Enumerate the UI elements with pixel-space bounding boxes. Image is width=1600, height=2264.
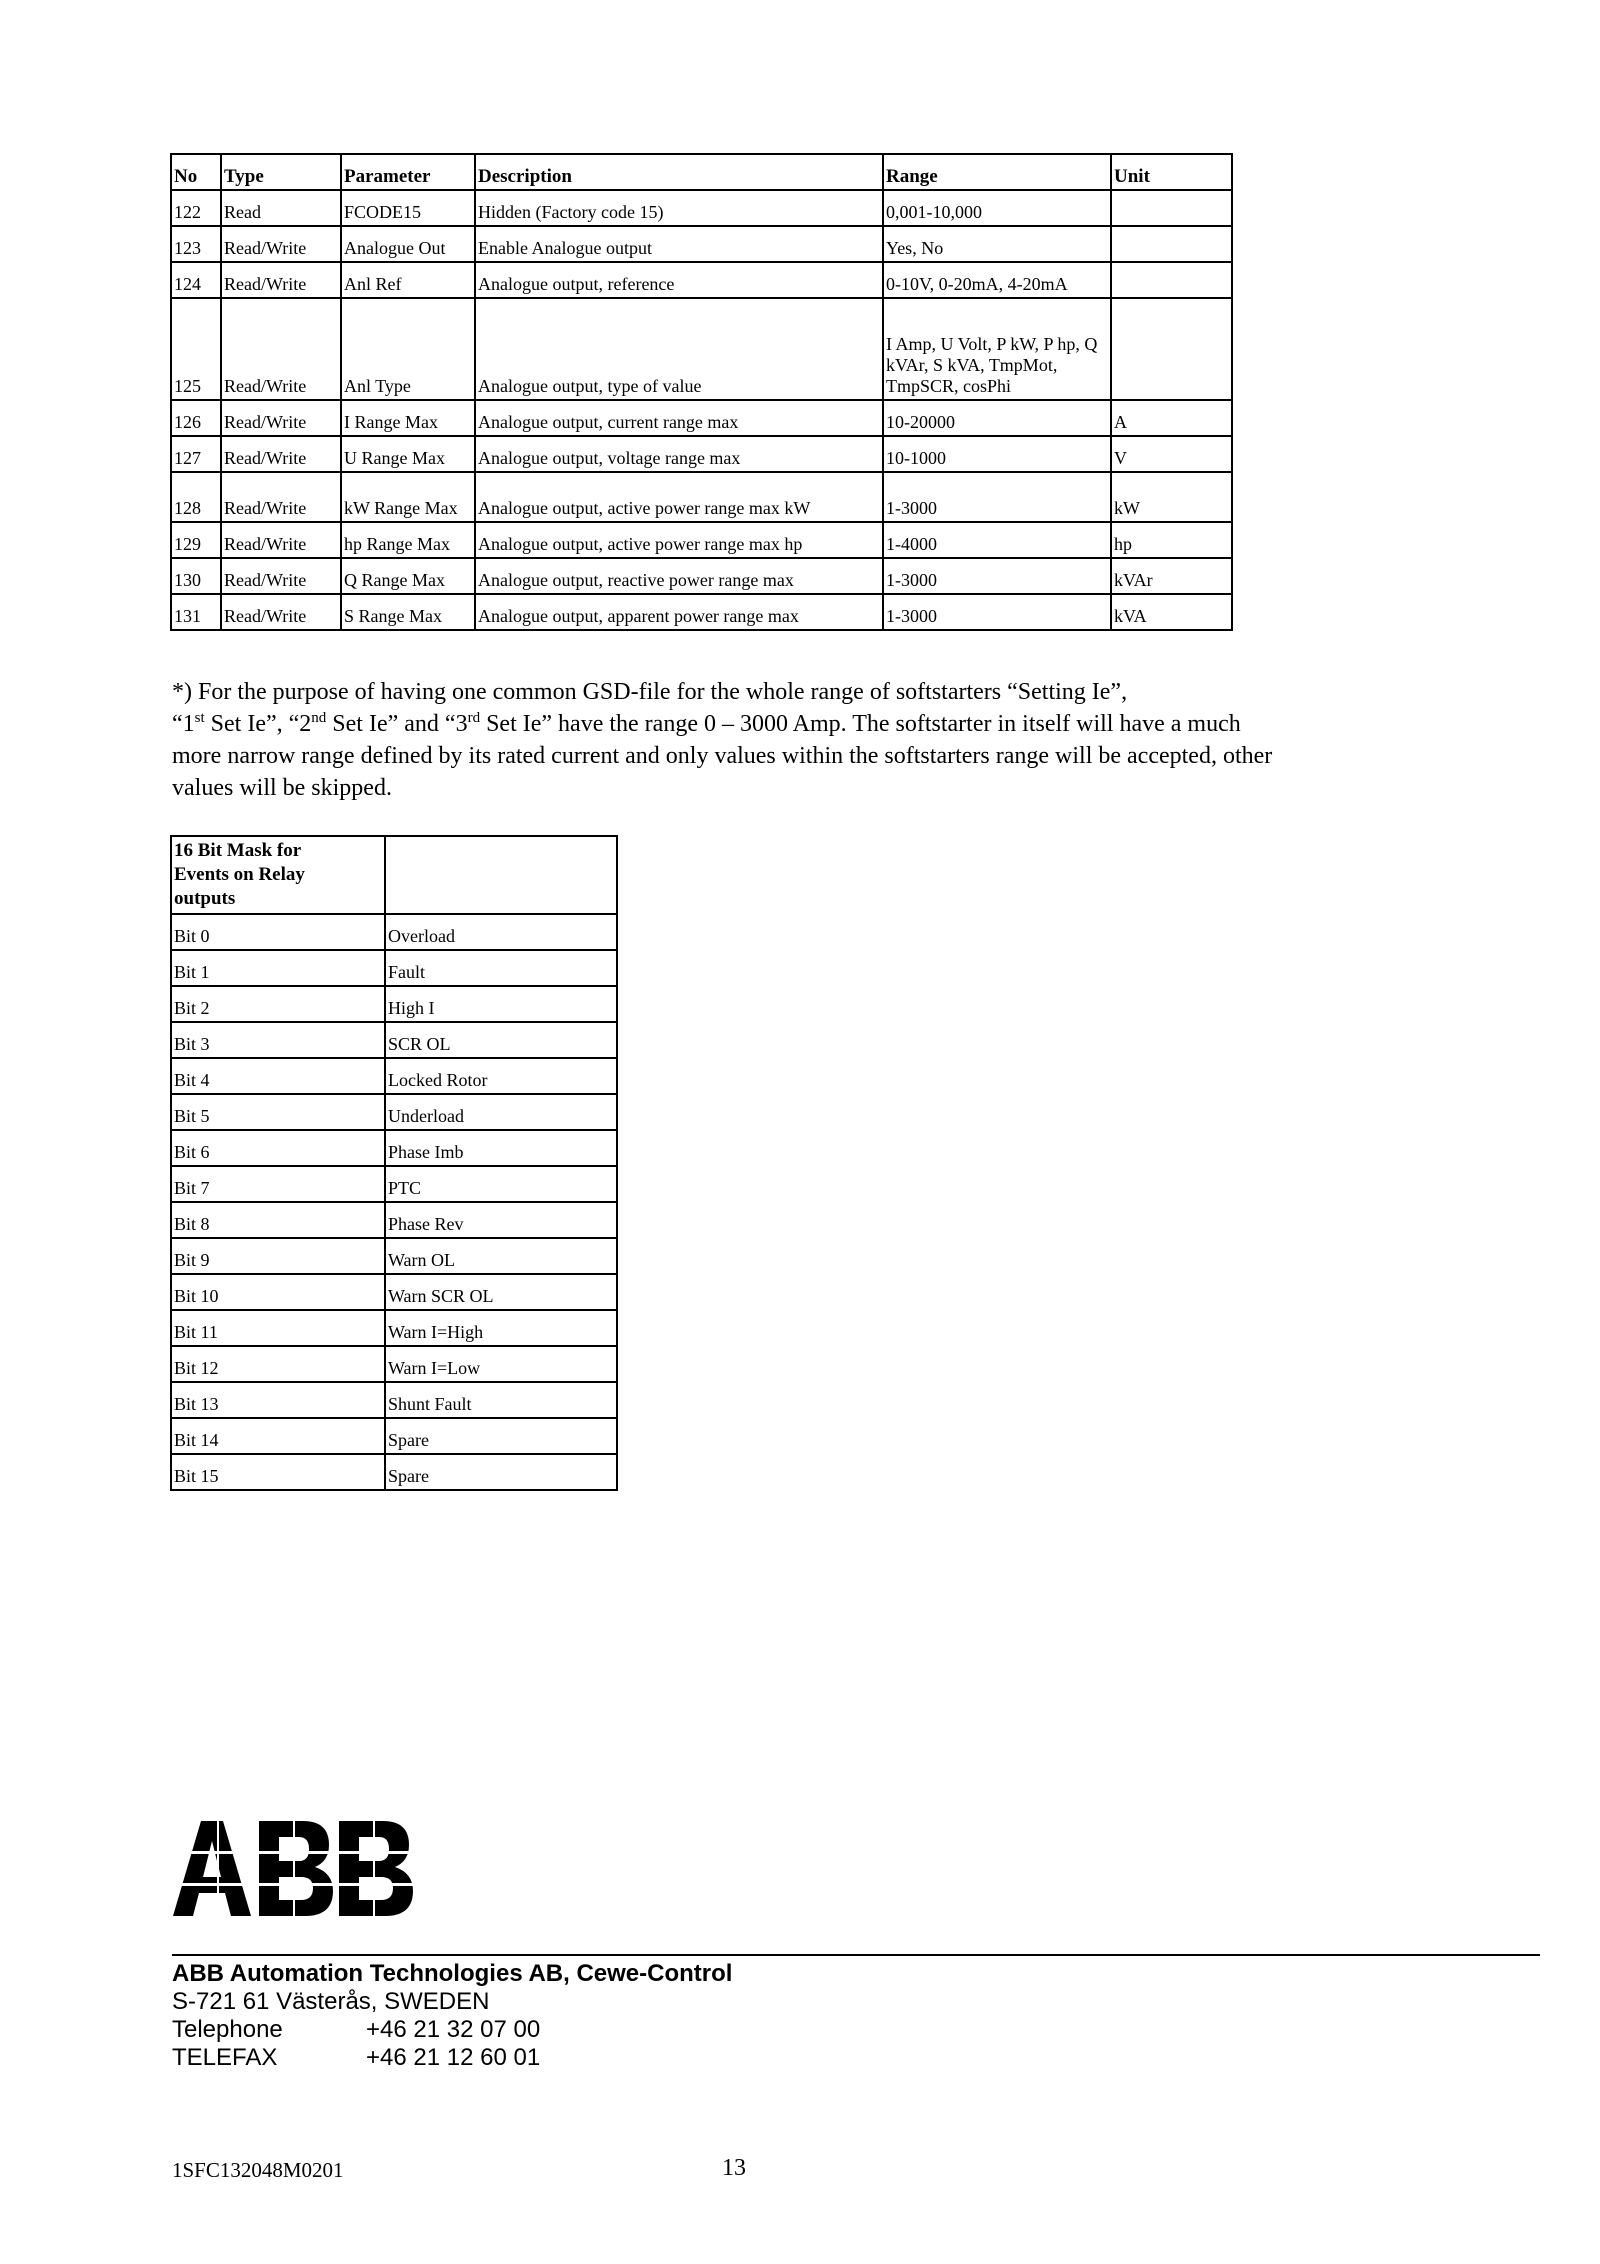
footnote-line-4: values will be skipped. bbox=[172, 775, 392, 801]
cell-description: Analogue output, active power range max kW bbox=[475, 472, 883, 522]
cell-event: Warn I=Low bbox=[385, 1346, 617, 1382]
table-row bbox=[171, 262, 1232, 298]
phone-number: +46 21 32 07 00 bbox=[366, 2016, 541, 2043]
company-name: ABB Automation Technologies AB, Cewe-Control bbox=[172, 1960, 733, 1987]
cell-no: 126 bbox=[171, 400, 221, 436]
table-row bbox=[171, 594, 1232, 630]
cell-type: Read bbox=[221, 190, 341, 226]
cell-type: Read/Write bbox=[221, 400, 341, 436]
cell-description: Enable Analogue output bbox=[475, 226, 883, 262]
fax-number: +46 21 12 60 01 bbox=[366, 2044, 541, 2071]
cell-type: Read/Write bbox=[221, 522, 341, 558]
footnote bbox=[172, 676, 1432, 804]
table-row bbox=[171, 472, 1232, 522]
cell-range: 10-1000 bbox=[883, 436, 1111, 472]
cell-unit: hp bbox=[1111, 522, 1232, 558]
table-row bbox=[171, 436, 1232, 472]
bit-table-header-row bbox=[171, 836, 617, 914]
cell-event: Fault bbox=[385, 950, 617, 986]
cell-no: 128 bbox=[171, 472, 221, 522]
table-row bbox=[171, 1202, 617, 1238]
col-header-parameter: Parameter bbox=[341, 154, 475, 190]
cell-bit: Bit 4 bbox=[171, 1058, 385, 1094]
cell-unit: V bbox=[1111, 436, 1232, 472]
cell-type: Read/Write bbox=[221, 298, 341, 400]
col-header-type: Type bbox=[221, 154, 341, 190]
cell-range: 1-3000 bbox=[883, 558, 1111, 594]
cell-event: Spare bbox=[385, 1454, 617, 1490]
table-row bbox=[171, 914, 617, 950]
table-row bbox=[171, 1094, 617, 1130]
table-row bbox=[171, 522, 1232, 558]
cell-parameter: Analogue Out bbox=[341, 226, 475, 262]
cell-range: 10-20000 bbox=[883, 400, 1111, 436]
cell-range: 0-10V, 0-20mA, 4-20mA bbox=[883, 262, 1111, 298]
table-row bbox=[171, 1058, 617, 1094]
table-row bbox=[171, 558, 1232, 594]
table-row bbox=[171, 400, 1232, 436]
cell-bit: Bit 7 bbox=[171, 1166, 385, 1202]
table-row bbox=[171, 1382, 617, 1418]
cell-event: Locked Rotor bbox=[385, 1058, 617, 1094]
col-header-range: Range bbox=[883, 154, 1111, 190]
cell-event: Warn OL bbox=[385, 1238, 617, 1274]
cell-description: Analogue output, apparent power range max bbox=[475, 594, 883, 630]
cell-type: Read/Write bbox=[221, 594, 341, 630]
svg-text:ABB: ABB bbox=[173, 1821, 176, 1822]
cell-parameter: FCODE15 bbox=[341, 190, 475, 226]
cell-no: 123 bbox=[171, 226, 221, 262]
table-row bbox=[171, 950, 617, 986]
cell-bit: Bit 1 bbox=[171, 950, 385, 986]
company-info bbox=[172, 1960, 732, 2072]
bit-table-header: 16 Bit Mask for Events on Relay outputs bbox=[171, 836, 385, 914]
cell-bit: Bit 12 bbox=[171, 1346, 385, 1382]
cell-event: SCR OL bbox=[385, 1022, 617, 1058]
bit-table-header-empty bbox=[385, 836, 617, 914]
table-row bbox=[171, 190, 1232, 226]
cell-no: 125 bbox=[171, 298, 221, 400]
cell-parameter: Anl Type bbox=[341, 298, 475, 400]
cell-bit: Bit 9 bbox=[171, 1238, 385, 1274]
cell-no: 131 bbox=[171, 594, 221, 630]
col-header-description: Description bbox=[475, 154, 883, 190]
table-row bbox=[171, 1454, 617, 1490]
cell-type: Read/Write bbox=[221, 226, 341, 262]
cell-event: Phase Imb bbox=[385, 1130, 617, 1166]
fax-row bbox=[172, 2044, 732, 2072]
cell-range: 1-3000 bbox=[883, 594, 1111, 630]
cell-parameter: Q Range Max bbox=[341, 558, 475, 594]
table-row bbox=[171, 1310, 617, 1346]
cell-unit bbox=[1111, 298, 1232, 400]
abb-logo bbox=[173, 1821, 416, 1916]
cell-description: Analogue output, reactive power range max bbox=[475, 558, 883, 594]
cell-bit: Bit 11 bbox=[171, 1310, 385, 1346]
col-header-no: No bbox=[171, 154, 221, 190]
cell-unit: kVA bbox=[1111, 594, 1232, 630]
cell-range: 0,001-10,000 bbox=[883, 190, 1111, 226]
cell-event: Shunt Fault bbox=[385, 1382, 617, 1418]
cell-description: Analogue output, current range max bbox=[475, 400, 883, 436]
table-row bbox=[171, 1238, 617, 1274]
cell-range: I Amp, U Volt, P kW, P hp, Q kVAr, S kVA, TmpMot, TmpSCR, cosPhi bbox=[883, 298, 1111, 400]
table-row bbox=[171, 1130, 617, 1166]
table-row bbox=[171, 1346, 617, 1382]
cell-no: 129 bbox=[171, 522, 221, 558]
cell-event: Underload bbox=[385, 1094, 617, 1130]
table-row bbox=[171, 226, 1232, 262]
document-id: 1SFC132048M0201 bbox=[172, 2158, 344, 2182]
cell-event: PTC bbox=[385, 1166, 617, 1202]
parameter-table bbox=[170, 153, 1233, 631]
cell-parameter: Anl Ref bbox=[341, 262, 475, 298]
cell-bit: Bit 13 bbox=[171, 1382, 385, 1418]
cell-range: 1-3000 bbox=[883, 472, 1111, 522]
footer-divider bbox=[172, 1954, 1540, 1956]
cell-type: Read/Write bbox=[221, 558, 341, 594]
cell-parameter: kW Range Max bbox=[341, 472, 475, 522]
cell-description: Analogue output, voltage range max bbox=[475, 436, 883, 472]
cell-type: Read/Write bbox=[221, 262, 341, 298]
page-number: 13 bbox=[722, 2155, 746, 2181]
fax-label: TELEFAX bbox=[172, 2044, 278, 2071]
cell-event: Overload bbox=[385, 914, 617, 950]
cell-bit: Bit 10 bbox=[171, 1274, 385, 1310]
cell-bit: Bit 5 bbox=[171, 1094, 385, 1130]
cell-no: 122 bbox=[171, 190, 221, 226]
cell-event: Phase Rev bbox=[385, 1202, 617, 1238]
footnote-line-1: *) For the purpose of having one common GSD-file for the whole range of softstarters “Setting Ie”, bbox=[172, 679, 1128, 705]
cell-bit: Bit 3 bbox=[171, 1022, 385, 1058]
cell-unit: A bbox=[1111, 400, 1232, 436]
cell-parameter: U Range Max bbox=[341, 436, 475, 472]
table-row bbox=[171, 1022, 617, 1058]
cell-no: 130 bbox=[171, 558, 221, 594]
cell-description: Analogue output, active power range max hp bbox=[475, 522, 883, 558]
cell-description: Analogue output, type of value bbox=[475, 298, 883, 400]
cell-bit: Bit 2 bbox=[171, 986, 385, 1022]
phone-label: Telephone bbox=[172, 2016, 283, 2043]
footnote-line-3: more narrow range defined by its rated current and only values within the softstarters range will be accepted, other bbox=[172, 743, 1273, 769]
cell-bit: Bit 0 bbox=[171, 914, 385, 950]
cell-unit: kW bbox=[1111, 472, 1232, 522]
table-row bbox=[171, 986, 617, 1022]
cell-bit: Bit 15 bbox=[171, 1454, 385, 1490]
table-row bbox=[171, 298, 1232, 400]
footnote-line-2: “1st Set Ie”, “2nd Set Ie” and “3rd Set Ie” have the range 0 – 3000 Amp. The softstarter in itself will have a much bbox=[172, 710, 1241, 737]
cell-range: Yes, No bbox=[883, 226, 1111, 262]
cell-bit: Bit 6 bbox=[171, 1130, 385, 1166]
cell-event: High I bbox=[385, 986, 617, 1022]
cell-range: 1-4000 bbox=[883, 522, 1111, 558]
cell-parameter: I Range Max bbox=[341, 400, 475, 436]
cell-unit bbox=[1111, 226, 1232, 262]
cell-bit: Bit 14 bbox=[171, 1418, 385, 1454]
col-header-unit: Unit bbox=[1111, 154, 1232, 190]
table-row bbox=[171, 1418, 617, 1454]
cell-type: Read/Write bbox=[221, 436, 341, 472]
cell-event: Spare bbox=[385, 1418, 617, 1454]
cell-no: 124 bbox=[171, 262, 221, 298]
cell-type: Read/Write bbox=[221, 472, 341, 522]
cell-description: Hidden (Factory code 15) bbox=[475, 190, 883, 226]
bit-mask-table bbox=[170, 835, 618, 1491]
cell-unit bbox=[1111, 262, 1232, 298]
cell-no: 127 bbox=[171, 436, 221, 472]
company-address: S-721 61 Västerås, SWEDEN bbox=[172, 1988, 490, 2015]
table-row bbox=[171, 1166, 617, 1202]
cell-description: Analogue output, reference bbox=[475, 262, 883, 298]
cell-unit: kVAr bbox=[1111, 558, 1232, 594]
table-row bbox=[171, 1274, 617, 1310]
cell-unit bbox=[1111, 190, 1232, 226]
cell-event: Warn I=High bbox=[385, 1310, 617, 1346]
cell-bit: Bit 8 bbox=[171, 1202, 385, 1238]
cell-parameter: hp Range Max bbox=[341, 522, 475, 558]
table-header-row bbox=[171, 154, 1232, 190]
cell-parameter: S Range Max bbox=[341, 594, 475, 630]
phone-row bbox=[172, 2016, 732, 2044]
cell-event: Warn SCR OL bbox=[385, 1274, 617, 1310]
